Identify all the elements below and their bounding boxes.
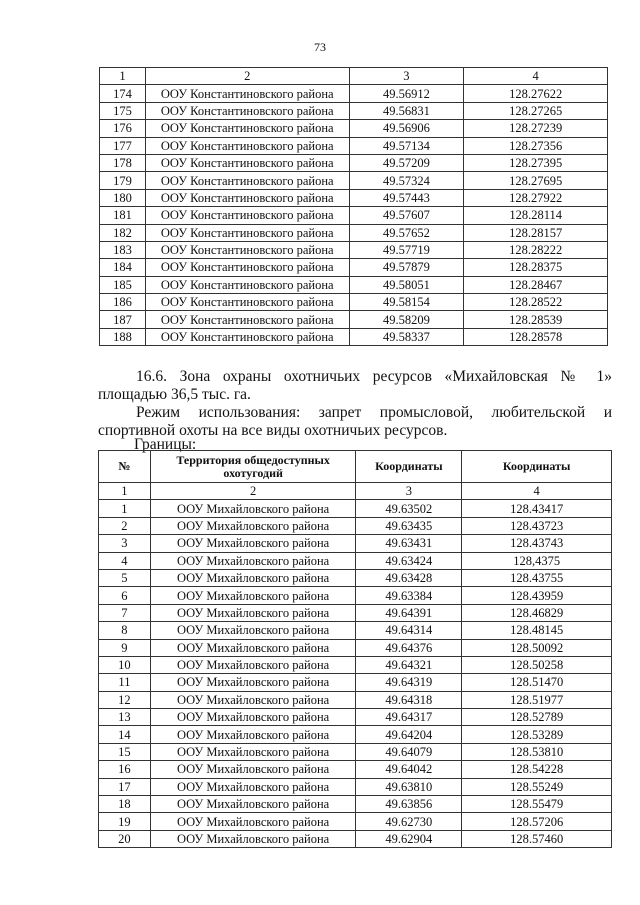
cell: 10	[99, 656, 151, 673]
table-row	[100, 207, 608, 224]
cell: 128.51470	[462, 674, 612, 691]
cell: 128.46829	[462, 604, 612, 621]
column-number-row	[99, 483, 612, 500]
cell: 128,4375	[462, 552, 612, 569]
cell: 11	[99, 674, 151, 691]
cell: 128.27395	[464, 154, 608, 171]
cell: 182	[100, 224, 146, 241]
table-row	[99, 569, 612, 586]
cell: ООУ Константиновского района	[145, 311, 349, 328]
cell: ООУ Константиновского района	[145, 276, 349, 293]
cell: ООУ Михайловского района	[150, 639, 356, 656]
cell: 49.63431	[356, 535, 462, 552]
cell: ООУ Константиновского района	[145, 259, 349, 276]
cell: ООУ Михайловского района	[150, 778, 356, 795]
cell: ООУ Константиновского района	[145, 85, 349, 102]
table-row	[100, 328, 608, 345]
cell: 128.27695	[464, 172, 608, 189]
cell: 17	[99, 778, 151, 795]
table-row	[100, 172, 608, 189]
cell: 13	[99, 709, 151, 726]
cell: 175	[100, 102, 146, 119]
table-row	[100, 276, 608, 293]
cell: 4	[99, 552, 151, 569]
cell: 4	[464, 68, 608, 85]
cell: ООУ Михайловского района	[150, 830, 356, 847]
cell: 49.63856	[356, 796, 462, 813]
cell: 128.55479	[462, 796, 612, 813]
cell: 49.57652	[349, 224, 464, 241]
cell: ООУ Константиновского района	[145, 137, 349, 154]
cell: 128.57206	[462, 813, 612, 830]
cell: ООУ Михайловского района	[150, 587, 356, 604]
cell: 9	[99, 639, 151, 656]
table-row	[100, 241, 608, 258]
cell: 176	[100, 120, 146, 137]
table-row	[99, 656, 612, 673]
cell: 49.58209	[349, 311, 464, 328]
cell: 128.57460	[462, 830, 612, 847]
table-row	[99, 778, 612, 795]
cell: ООУ Михайловского района	[150, 552, 356, 569]
cell: 128.27239	[464, 120, 608, 137]
cell: 6	[99, 587, 151, 604]
cell: ООУ Михайловского района	[150, 726, 356, 743]
table-row	[99, 552, 612, 569]
cell: 49.63384	[356, 587, 462, 604]
coordinates-table-mikhailovsky	[98, 450, 612, 848]
table-header-row	[99, 451, 612, 483]
cell: 1	[99, 483, 151, 500]
table-row	[99, 796, 612, 813]
table-row	[99, 674, 612, 691]
cell: ООУ Константиновского района	[145, 120, 349, 137]
table-row	[100, 85, 608, 102]
table-row	[99, 535, 612, 552]
cell: ООУ Михайловского района	[150, 500, 356, 517]
cell: 49.58337	[349, 328, 464, 345]
cell: ООУ Константиновского района	[145, 102, 349, 119]
table-row	[100, 137, 608, 154]
cell: 128.28157	[464, 224, 608, 241]
cell: 128.55249	[462, 778, 612, 795]
page-number: 73	[314, 40, 326, 54]
cell: 178	[100, 154, 146, 171]
cell: 49.63810	[356, 778, 462, 795]
cell: 188	[100, 328, 146, 345]
cell: 128.28522	[464, 294, 608, 311]
usage-regime: Режим использования: запрет промысловой, любительской и спортивной охоты на все виды охотничьих ресурсов.	[98, 404, 612, 439]
cell: ООУ Михайловского района	[150, 604, 356, 621]
cell: 49.58051	[349, 276, 464, 293]
cell: 128.27622	[464, 85, 608, 102]
cell: 128.27265	[464, 102, 608, 119]
table-row	[100, 259, 608, 276]
table-row	[99, 639, 612, 656]
cell: 128.27356	[464, 137, 608, 154]
cell: 128.43723	[462, 517, 612, 534]
cell: 1	[100, 68, 146, 85]
table-row	[99, 830, 612, 847]
table-row	[100, 294, 608, 311]
table-row	[99, 500, 612, 517]
cell: 128.50092	[462, 639, 612, 656]
column-header: Территория общедоступных охотугодий	[150, 451, 356, 483]
cell: ООУ Михайловского района	[150, 517, 356, 534]
cell: ООУ Константиновского района	[145, 294, 349, 311]
cell: 179	[100, 172, 146, 189]
cell: ООУ Михайловского района	[150, 743, 356, 760]
cell: 128.53289	[462, 726, 612, 743]
cell: 49.57719	[349, 241, 464, 258]
cell: 128.28222	[464, 241, 608, 258]
cell: ООУ Михайловского района	[150, 535, 356, 552]
table-row	[100, 154, 608, 171]
cell: 49.64204	[356, 726, 462, 743]
cell: 4	[462, 483, 612, 500]
cell: ООУ Константиновского района	[145, 154, 349, 171]
table-row	[99, 761, 612, 778]
table-row	[99, 709, 612, 726]
cell: 49.58154	[349, 294, 464, 311]
cell: ООУ Михайловского района	[150, 656, 356, 673]
table-row	[99, 813, 612, 830]
cell: 177	[100, 137, 146, 154]
cell: ООУ Константиновского района	[145, 224, 349, 241]
cell: 128.27922	[464, 189, 608, 206]
cell: 18	[99, 796, 151, 813]
cell: 185	[100, 276, 146, 293]
table-row	[99, 743, 612, 760]
cell: ООУ Михайловского района	[150, 691, 356, 708]
cell: 49.57443	[349, 189, 464, 206]
cell: 49.57607	[349, 207, 464, 224]
cell: 128.54228	[462, 761, 612, 778]
cell: ООУ Константиновского района	[145, 241, 349, 258]
cell: 49.64314	[356, 622, 462, 639]
cell: 19	[99, 813, 151, 830]
cell: 187	[100, 311, 146, 328]
cell: 49.64042	[356, 761, 462, 778]
cell: ООУ Михайловского района	[150, 813, 356, 830]
table-row	[100, 311, 608, 328]
cell: 7	[99, 604, 151, 621]
column-header: Координаты	[356, 451, 462, 483]
column-header: №	[99, 451, 151, 483]
cell: 16	[99, 761, 151, 778]
cell: ООУ Михайловского района	[150, 709, 356, 726]
cell: 128.51977	[462, 691, 612, 708]
cell: 128.52789	[462, 709, 612, 726]
cell: ООУ Константиновского района	[145, 189, 349, 206]
cell: 49.63428	[356, 569, 462, 586]
cell: 49.56912	[349, 85, 464, 102]
cell: 3	[356, 483, 462, 500]
cell: ООУ Михайловского района	[150, 622, 356, 639]
cell: 49.62904	[356, 830, 462, 847]
cell: 3	[99, 535, 151, 552]
table-row	[99, 622, 612, 639]
cell: 128.43755	[462, 569, 612, 586]
table-row	[99, 587, 612, 604]
cell: 183	[100, 241, 146, 258]
cell: 8	[99, 622, 151, 639]
cell: 128.28375	[464, 259, 608, 276]
table-row	[100, 189, 608, 206]
cell: ООУ Михайловского района	[150, 674, 356, 691]
cell: 5	[99, 569, 151, 586]
coordinates-table-konstantinovsky	[99, 67, 608, 346]
cell: 49.64318	[356, 691, 462, 708]
cell: 49.64317	[356, 709, 462, 726]
cell: 2	[150, 483, 356, 500]
cell: 184	[100, 259, 146, 276]
cell: 49.64079	[356, 743, 462, 760]
cell: 128.28539	[464, 311, 608, 328]
cell: 1	[99, 500, 151, 517]
cell: 128.48145	[462, 622, 612, 639]
cell: 128.50258	[462, 656, 612, 673]
table-row	[99, 691, 612, 708]
cell: 49.64376	[356, 639, 462, 656]
cell: 49.63424	[356, 552, 462, 569]
cell: 128.43417	[462, 500, 612, 517]
cell: 128.43743	[462, 535, 612, 552]
cell: 49.63435	[356, 517, 462, 534]
borders-label: Границы:	[134, 436, 197, 453]
cell: 186	[100, 294, 146, 311]
table-row	[99, 604, 612, 621]
cell: 49.64321	[356, 656, 462, 673]
cell: 14	[99, 726, 151, 743]
cell: 128.28114	[464, 207, 608, 224]
cell: 49.57134	[349, 137, 464, 154]
cell: 128.53810	[462, 743, 612, 760]
cell: 2	[145, 68, 349, 85]
table-row	[100, 224, 608, 241]
cell: 49.64319	[356, 674, 462, 691]
cell: ООУ Михайловского района	[150, 796, 356, 813]
table-row	[100, 120, 608, 137]
cell: 15	[99, 743, 151, 760]
cell: 128.28578	[464, 328, 608, 345]
cell: 12	[99, 691, 151, 708]
cell: 180	[100, 189, 146, 206]
table-header-row	[100, 68, 608, 85]
cell: 128.43959	[462, 587, 612, 604]
cell: 174	[100, 85, 146, 102]
cell: 181	[100, 207, 146, 224]
cell: ООУ Константиновского района	[145, 207, 349, 224]
table-row	[99, 726, 612, 743]
cell: ООУ Константиновского района	[145, 328, 349, 345]
cell: 2	[99, 517, 151, 534]
cell: 49.57209	[349, 154, 464, 171]
cell: ООУ Михайловского района	[150, 761, 356, 778]
cell: 49.64391	[356, 604, 462, 621]
cell: 49.62730	[356, 813, 462, 830]
cell: 128.28467	[464, 276, 608, 293]
cell: ООУ Михайловского района	[150, 569, 356, 586]
cell: 3	[349, 68, 464, 85]
cell: 49.63502	[356, 500, 462, 517]
table-row	[100, 102, 608, 119]
cell: 20	[99, 830, 151, 847]
section-heading: 16.6. Зона охраны охотничьих ресурсов «Михайловская № 1» площадью 36,5 тыс. га.	[98, 368, 612, 403]
column-header: Координаты	[462, 451, 612, 483]
cell: 49.57324	[349, 172, 464, 189]
cell: ООУ Константиновского района	[145, 172, 349, 189]
table-row	[99, 517, 612, 534]
cell: 49.57879	[349, 259, 464, 276]
cell: 49.56906	[349, 120, 464, 137]
cell: 49.56831	[349, 102, 464, 119]
